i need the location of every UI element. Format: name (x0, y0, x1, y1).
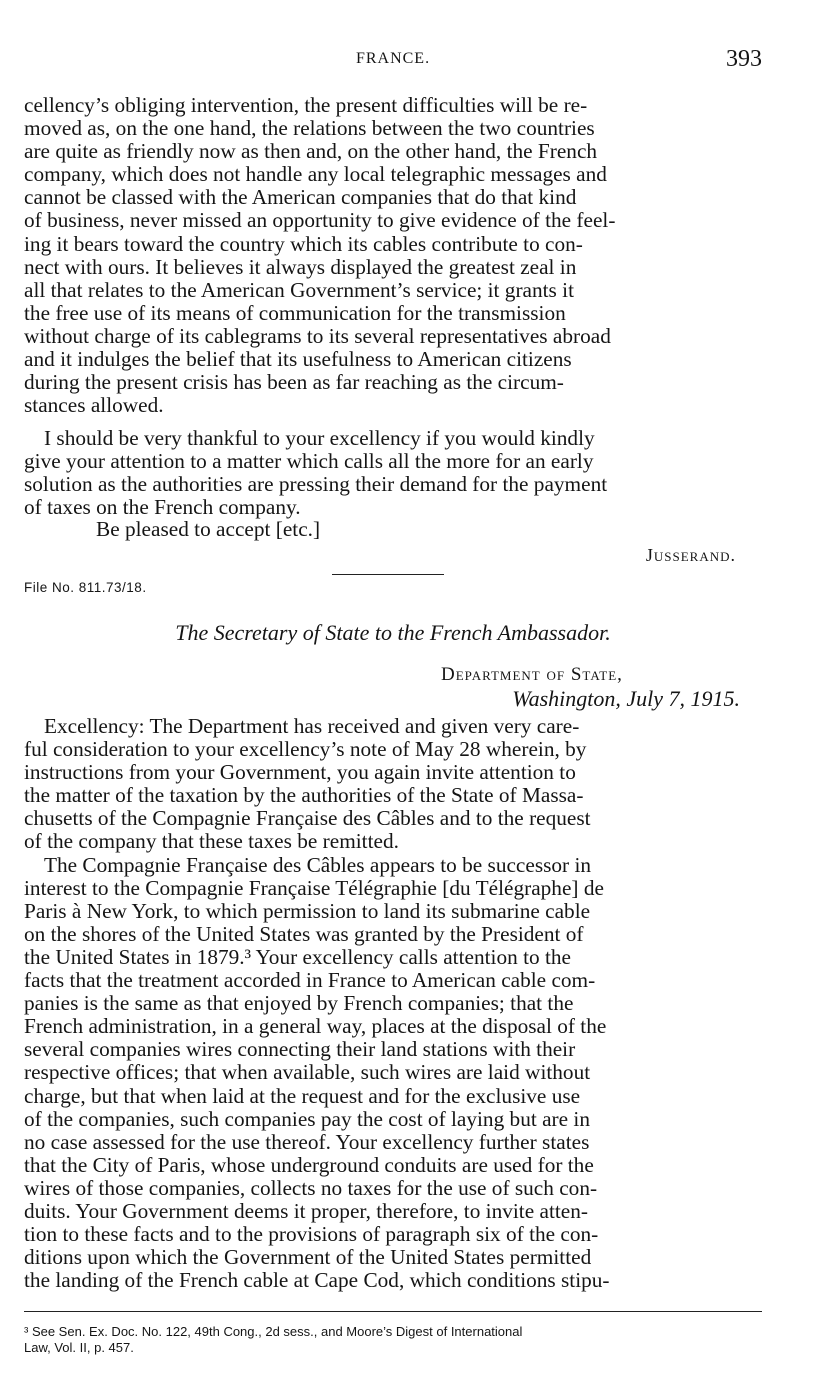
closing-line: Be pleased to accept [etc.] (96, 517, 321, 541)
document-page (24, 0, 762, 1380)
letter-place-date: Washington, July 7, 1915. (512, 686, 740, 711)
footnote-rule (24, 1311, 762, 1312)
letter-paragraph-1: Excellency: The Department has received and given very care- ful consideration to your excellency’s note of May 28 wherein, by instructions from your Government, you again invite attention to the matter of the taxation by the authorities of the State of Massa- chusetts of the Compagnie Française des Câbles and to the request of the company that these taxes be remitted. (24, 714, 591, 854)
continuation-paragraph: cellency’s obliging intervention, the present difficulties will be re- moved as, on the one hand, the relations between the two countries are quite as friendly now as then and, on the other hand, the French company, which does not handle any local telegraphic messages and cannot be classed with the American companies that do that kind of business, never missed an opportunity to give evidence of the feel- ing it bears toward the country which its cables contribute to con- nect with ours. It believes it always displayed the greatest zeal in all that relates to the American Government’s service; it grants it the free use of its means of communication for the transmission without charge of its cablegrams to its several representatives abroad and it indulges the belief that its usefulness to American citizens during the present crisis has been as far reaching as the circum- stances allowed. (24, 93, 616, 418)
running-header (24, 46, 762, 76)
continuation-block (24, 94, 762, 417)
page-number: 393 (726, 46, 762, 72)
letter-body (24, 715, 762, 1292)
letter-paragraph-2: The Compagnie Française des Câbles appears to be successor in interest to the Compagnie Française Télégraphie [du Télégraphe] de Paris à New York, to which permission to land its submarine cable on the shores of the United States was granted by the President of the United States in 1879.³ Your excellency calls attention to the facts that the treatment accorded in France to American cable com- panies is the same as that enjoyed by French companies; that the French administration, in a general way, places at the disposal of the several companies wires connecting their land stations with their respective offices; that when available, such wires are laid without charge, but that when laid at the request and for the exclusive use of the companies, such companies pay the cost of laying but are in no case assessed for the use thereof. Your excellency further states that the City of Paris, whose underground conduits are used for the wires of those companies, collects no taxes for the use of such con- duits. Your Government deems it proper, therefore, to invite atten- tion to these facts and to the provisions of paragraph six of the con- ditions upon which the Government of the United States permitted the landing of the French cable at Cape Cod, which conditions stipu- (24, 852, 610, 1293)
signature: Jusserand. (645, 545, 736, 565)
running-title: FRANCE. (355, 50, 431, 67)
request-paragraph: I should be very thankful to your excellency if you would kindly give your attention to a matter which calls all the more for an early solution as the authorities are pressing their demand for the payment of taxes on the French company. (24, 426, 608, 520)
letter-title: The Secretary of State to the French Ambassador. (175, 620, 611, 645)
footnote: ³ See Sen. Ex. Doc. No. 122, 49th Cong., 2d sess., and Moore’s Digest of International Law, Vol. II, p. 457. (24, 1324, 523, 1355)
letter-department: Department of State, (441, 664, 623, 685)
file-number: File No. 811.73/18. (24, 580, 147, 595)
section-divider (332, 574, 444, 575)
request-block (24, 427, 762, 519)
